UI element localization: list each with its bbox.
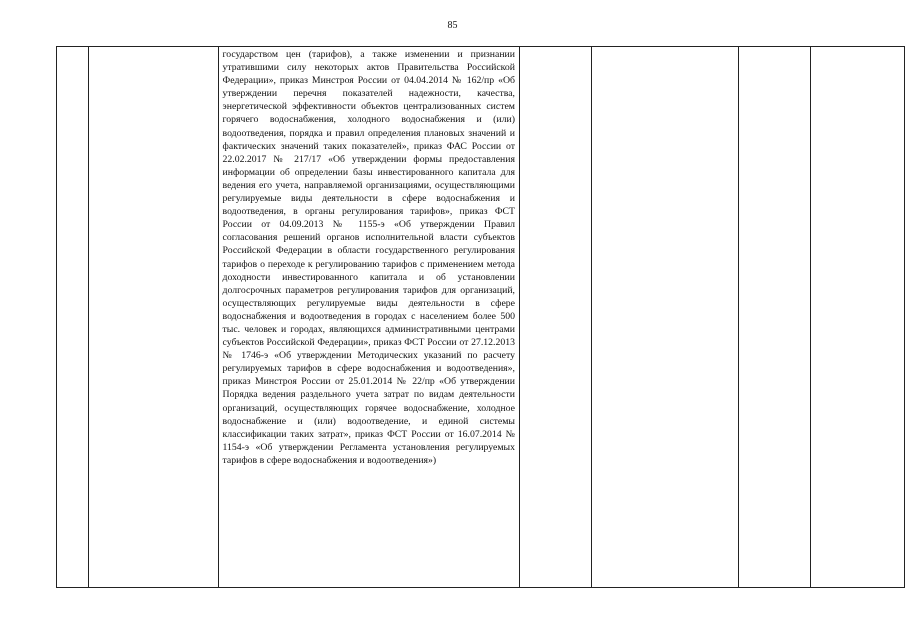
table-cell-1: [57, 47, 89, 588]
table-cell-2: [88, 47, 218, 588]
table-cell-6: [739, 47, 811, 588]
table-row: [57, 47, 905, 588]
table-cell-5: [591, 47, 739, 588]
table-cell-4: [519, 47, 591, 588]
legal-acts-text: государством цен (тарифов), а также изменении и признании утратившими силу некоторых актов Правительства Российской Федерации», приказ Минстроя России от 04.04.2014 № 162/пр «Об утверждении перечня показателей надежности, качества, энергетической эффективности объектов централизованных систем горячего водоснабжения, холодного водоснабжения и (или) водоотведения, порядка и правил определения плановых значений и фактических значений таких показателей», приказ ФАС России от 22.02.2017 № 217/17 «Об утверждении формы предоставления информации об определении базы инвестированного капитала для ведения его учета, направляемой организациями, осуществляющими регулируемые виды деятельности в сфере водоснабжения и водоотведения, в органы регулирования тарифов», приказ ФСТ России от 04.09.2013 № 1155-э «Об утверждении Правил согласования решений органов исполнительной власти субъектов Российской Федерации в области государственного регулирования тарифов о переходе к регулированию тарифов с применением метода доходности инвестированного капитала и об установлении долгосрочных параметров регулирования тарифов для организаций, осуществляющих регулируемые виды деятельности в сфере водоснабжения и водоотведения в городах с населением более 500 тыс. человек и городах, являющихся административными центрами субъектов Российской Федерации», приказ ФСТ России от 27.12.2013 № 1746-э «Об утверждении Методических указаний по расчету регулируемых тарифов в сфере водоснабжения и водоотведения», приказ Минстроя России от 25.01.2014 № 22/пр «Об утверждении Порядка ведения раздельного учета затрат по видам деятельности организаций, осуществляющих горячее водоснабжение, холодное водоснабжение и (или) водоотведение, и единой системы классификации таких затрат», приказ ФСТ России от 16.07.2014 № 1154-э «Об утверждении Регламента установления регулируемых тарифов в сфере водоснабжения и водоотведения»): [222, 49, 515, 466]
page-number: 85: [447, 20, 458, 31]
table-cell-7: [811, 47, 905, 588]
regulation-table: [56, 46, 905, 588]
table-cell-3: [218, 47, 519, 588]
